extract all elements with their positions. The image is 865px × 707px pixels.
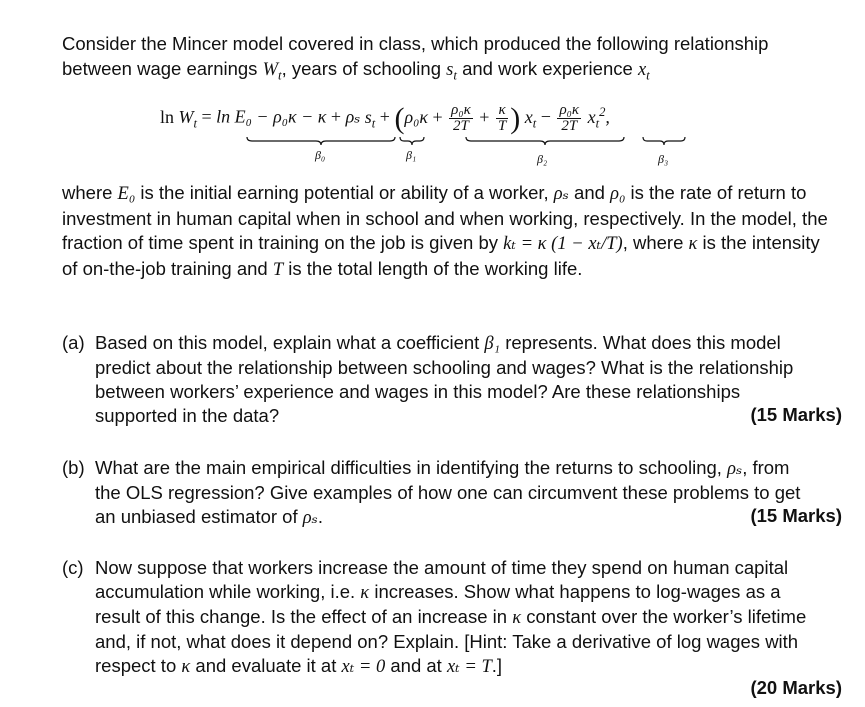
experience-symbol: $x_t$ xyxy=(637,60,650,83)
question-text: Now suppose that workers increase the amount of time they spend on human capital accumulation while working, i.e. κ increases. Show what happens to log-wages as a result of this change. Is the effect of an increase in κ constant over the worker’s lifetime and, if not, what does it depend on? Explain. [Hint: Take a derivative of log wages with respect to κ and evaluate it at xₜ = 0 and at xₜ = T.] xyxy=(95,557,807,677)
question-text: What are the main empirical difficulties in identifying the returns to schooling, ρₛ, from the OLS regression? Give examples of how one can circumvent these problems to get an unbiased estimator of ρₛ. xyxy=(95,457,801,528)
question-label: (a) xyxy=(62,332,85,353)
fraction: $\frac{\text{ρ₀κ}}{2T}$ xyxy=(451,102,471,134)
question-label: (c) xyxy=(62,557,84,578)
mincer-equation xyxy=(160,96,770,168)
rho-0-symbol: ρ₀ xyxy=(610,184,626,204)
equation-x-squared: $x_t^2$, xyxy=(587,104,610,131)
equation-term-beta2: (ρ₀κ + $\frac{\text{ρ₀κ}}{2T}$ + $\frac{\kappa}{T}$ ) xyxy=(394,101,521,135)
intro-text: Consider the Mincer model covered in class, which produced the following relationship between wage earnings xyxy=(62,33,769,79)
intro-text: , years of schooling xyxy=(281,58,447,79)
fraction: $\frac{\text{ρ₀κ}}{2T}$ xyxy=(559,102,580,134)
kappa-symbol: κ xyxy=(360,583,370,603)
question-label: (b) xyxy=(62,457,85,478)
question-a xyxy=(62,331,842,428)
marks-badge: (15 Marks) xyxy=(750,404,842,425)
equation-row: $\ln W_t = \ln E_0 - \rho_0\kappa - \kappa + \rho_s$ $s_t + (\rho_0\kappa$ + $\frac{\text{ρ₀κ}}{2T}$ + $\frac{\kappa}{T}$ ) $x_t$ − $\frac{\text{ρ₀κ}}{2T}$ $x_t^2$, xyxy=(160,101,610,135)
rho-s-symbol: ρₛ xyxy=(302,508,318,528)
equation-x: $x_t$ xyxy=(524,106,537,131)
equation-term-beta0: ln E₀ − ρ₀κ − κ xyxy=(216,106,327,127)
label-beta1: β₁ xyxy=(406,148,417,162)
definitions-paragraph: where E₀ is the initial earning potential or ability of a worker, ρₛ and ρ₀ is the rate of return to investment in human capital when in school and when working, respectively. In the model, the fraction of time spent in training on the job is given by kₜ = κ (1 − xₜ/T), where κ is the intensity of on-the-job training and T is the total length of the working life. xyxy=(62,182,828,280)
fraction: $\frac{\kappa}{T}$ xyxy=(497,102,507,134)
intro-text: and work experience xyxy=(456,58,638,79)
question-c xyxy=(62,556,842,698)
equation-lhs: $\ln W_t$ xyxy=(160,106,198,131)
underbrace-beta2 xyxy=(465,136,625,146)
underbrace-beta3 xyxy=(642,136,686,146)
question-b xyxy=(62,456,842,530)
e0-symbol: E₀ xyxy=(117,184,136,204)
intro-paragraph xyxy=(62,31,832,83)
beta1-symbol: β₁ xyxy=(484,334,501,354)
label-beta0: β₀ xyxy=(315,148,326,162)
underbrace-beta1 xyxy=(399,136,425,146)
equation-term-beta1: ρₛ xyxy=(345,106,361,127)
kappa-symbol: κ xyxy=(181,657,191,677)
evaluation-point: xₜ = T xyxy=(446,657,492,677)
underbrace-beta0 xyxy=(246,136,396,146)
label-beta3: β₃ xyxy=(658,152,669,166)
equation-term-beta3 xyxy=(555,102,583,134)
wage-symbol: $W_t$ xyxy=(262,60,282,83)
rho-s-symbol: ρₛ xyxy=(727,459,743,479)
evaluation-point: xₜ = 0 xyxy=(341,657,386,677)
kappa-symbol: κ xyxy=(688,234,698,254)
label-beta2: β₂ xyxy=(537,152,548,166)
t-symbol: T xyxy=(272,259,284,280)
marks-badge: (20 Marks) xyxy=(750,677,842,698)
rho-s-symbol: ρₛ xyxy=(553,184,569,204)
training-fraction-formula: kₜ = κ (1 − xₜ/T) xyxy=(503,234,623,254)
equation-s: $s_t$ xyxy=(364,106,376,131)
schooling-symbol: $s_t$ xyxy=(446,60,457,83)
question-text: Based on this model, explain what a coefficient β₁ represents. What does this model predict about the relationship between schooling and wages? What is the relationship between workers’ experience and wages in this model? Are these relationships supported in the data? xyxy=(95,332,794,426)
kappa-symbol: κ xyxy=(512,608,522,628)
marks-badge: (15 Marks) xyxy=(750,505,842,526)
